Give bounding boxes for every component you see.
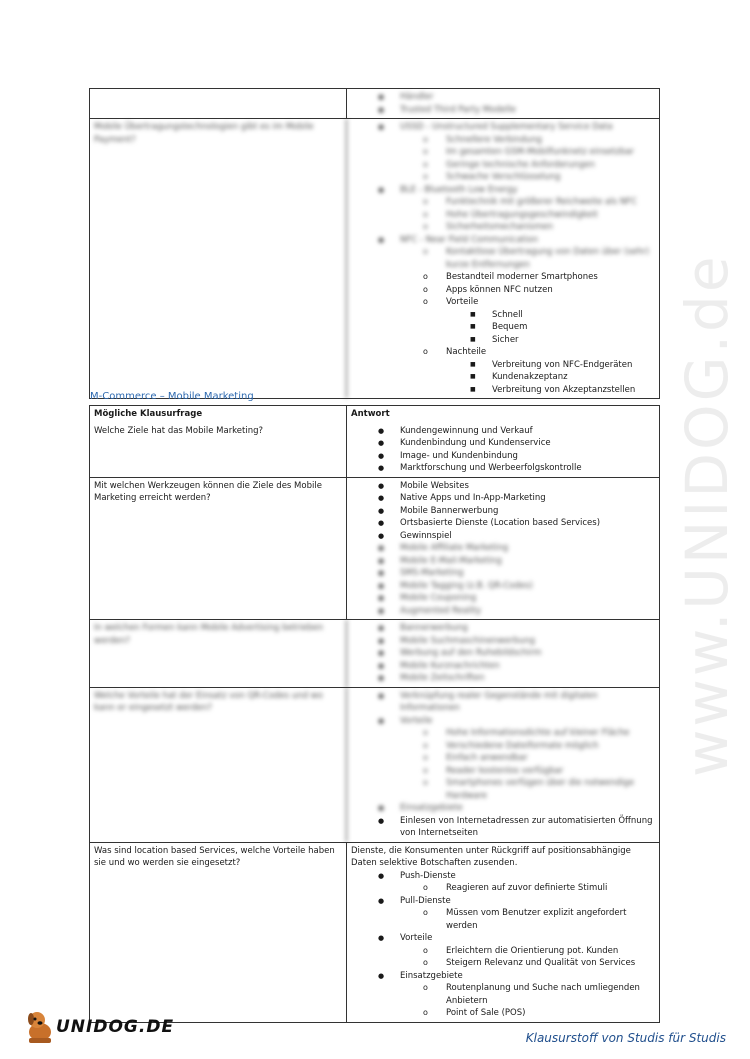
list-item-text: Marktforschung und Werbeerfolgskontrolle [400,463,582,473]
list-item [351,517,655,530]
list-item-text: Funktechnik mit größerer Reichweite als NFC [446,197,637,207]
list-item [351,895,655,908]
list-item [351,480,655,493]
bullet-icon: ● [378,426,385,435]
list-item [351,159,655,172]
bullet-icon: o [423,883,428,892]
bullet-icon: o [423,159,428,169]
list-item [351,450,655,463]
list-item [351,371,655,384]
bullet-icon: ● [378,494,385,502]
header-question: Mögliche Klausurfrage [90,406,347,423]
list-item-text: Image- und Kundenbindung [400,450,518,461]
bullet-icon: ● [378,971,385,980]
list-item [351,672,655,685]
list-item [351,296,655,309]
list-item [351,104,655,117]
list-item [351,882,655,895]
bullet-icon: o [423,983,428,992]
list-item [351,146,655,159]
list-item-text: Hohe Informationsdichte auf kleiner Fläche [446,728,630,738]
bullet-icon: ● [378,439,385,447]
bullet-icon: o [423,740,428,750]
list-item-text: SMS-Marketing [400,568,464,578]
bullet-icon: ● [378,464,385,472]
list-item [351,907,655,932]
bullet-icon: o [423,247,428,256]
list-item-text: Kundenakzeptanz [492,372,568,382]
list-item [351,555,655,568]
bullet-icon: ■ [470,310,476,318]
list-item-text: Schnellere Verbindung [446,134,542,145]
bullet-icon: o [423,945,428,955]
list-item-text: Mobile Bannerwerbung [400,505,499,516]
answer-cell [347,620,659,687]
bullet-icon: ● [378,123,385,131]
bullet-icon: o [423,1008,428,1017]
bullet-icon: ● [378,519,385,527]
section-heading: M-Commerce – Mobile Marketing [90,391,254,402]
list-item-text: Augmented Reality [400,605,482,616]
list-item-text: Mobile E-Mail-Marketing [400,555,502,566]
bullet-icon: ● [378,896,385,905]
list-item [351,802,655,815]
list-item-text: Mobile Tagging (z.B. QR-Codes) [400,580,533,591]
list-item-text: Erleichtern die Orientierung pot. Kunden [446,945,619,956]
list-item [351,462,655,475]
list-item-text: Push-Dienste [400,870,456,881]
mobile-marketing-table [89,405,660,1023]
dog-mascot-icon [24,1010,56,1044]
answer-intro: Dienste, die Konsumenten unter Rückgriff auf positionsabhängige Daten selektive Botschaften zusenden. [351,845,631,868]
bullet-icon: ● [378,569,385,577]
list-item-text: Kundenbindung und Kundenservice [400,438,551,448]
list-item [351,542,655,555]
list-item [351,715,655,728]
bullet-icon: o [423,753,428,762]
bullet-icon: ● [378,716,385,725]
bullet-icon: o [423,172,428,181]
bullet-icon: ● [378,581,385,590]
bullet-icon: ■ [470,335,476,343]
table-header-row [90,406,659,423]
list-item-text: Müssen vom Benutzer explizit angefordert werden [446,908,627,931]
list-item-text: Gewinnspiel [400,530,452,541]
list-item-text: Verschiedene Dateiformate möglich [446,740,599,751]
table-row [90,619,659,687]
answer-cell [347,478,659,620]
list-item-text: Schnell [492,309,523,320]
list-item [351,777,655,802]
bullet-icon: ● [378,594,385,602]
watermark-text: www.UNIDOG.de [673,253,741,777]
list-item-text: Sicher [492,334,519,345]
bullet-icon: o [423,197,428,206]
bullet-icon: ● [378,506,385,515]
question-cell: Was sind location based Services, welche Vorteile haben sie und wo werden sie eingesetzt? [90,843,347,1022]
list-item [351,505,655,518]
bullet-icon: ● [378,804,385,812]
list-item [351,957,655,970]
list-item [351,580,655,593]
list-item-text: Routenplanung und Suche nach umliegenden Anbietern [446,983,640,1006]
bullet-icon: ■ [470,373,476,380]
list-item [351,870,655,883]
footer-tagline: Klausurstoff von Studis für Studis [525,1031,726,1045]
mobile-payment-table [89,88,660,399]
bullet-icon: ● [378,674,385,682]
bullet-icon: ● [378,93,385,101]
bullet-icon: o [423,209,428,219]
list-item-text: Einfach anwendbar [446,753,528,763]
list-item-text: Mobile Affiliate Marketing [400,543,509,553]
bullet-icon: ■ [470,323,476,330]
list-item-text: Reader kostenlos verfügbar [446,765,564,776]
list-item-text: Verbreitung von NFC-Endgeräten [492,359,633,370]
bullet-icon: ● [378,481,385,490]
list-item [351,171,655,184]
list-item-text: Vorteile [400,933,433,943]
bullet-icon: ■ [470,360,476,368]
list-item [351,437,655,450]
list-item-text: Einsatzgebiete [400,803,463,813]
answer-cell [347,843,659,1022]
question-cell: Mit welchen Werkzeugen können die Ziele des Mobile Marketing erreicht werden? [90,478,347,620]
bullet-icon: o [423,222,428,231]
list-item [351,91,655,104]
list-item [351,765,655,778]
list-item-text: Mobile Kurznachrichten [400,660,500,671]
list-item-text: USSD - Unstructured Supplementary Service Data [400,122,613,132]
answer-cell [347,89,659,118]
bullet-icon: ■ [470,385,476,393]
list-item [351,970,655,983]
list-item-text: Sicherheitsmechanismen [446,222,553,232]
list-item [351,740,655,753]
bullet-icon: ● [378,451,385,460]
bullet-icon: o [423,908,428,917]
list-item [351,271,655,284]
list-item [351,184,655,197]
bullet-icon: ● [378,556,385,565]
list-item [351,932,655,945]
list-item-text: Händler [400,92,434,102]
list-item [351,815,655,840]
question-cell: In welchen Formen kann Mobile Advertising betrieben werden? [90,620,347,687]
list-item [351,982,655,1007]
question-cell [90,89,347,118]
list-item [351,121,655,134]
list-item [351,727,655,740]
list-item-text: NFC - Near Field Communication [400,234,538,245]
table-row [90,477,659,620]
table-row [90,687,659,842]
list-item [351,945,655,958]
list-item-text: Kontaktlose Übertragung von Daten über (sehr) kurze Entfernungen [446,247,650,270]
list-item-text: Werbung auf den Ruhebildschirm [400,648,542,658]
bullet-icon: ● [378,185,385,194]
list-item-text: Vorteile [446,297,479,307]
list-item-text: Apps können NFC nutzen [446,284,553,295]
unidog-logo[interactable] [24,1010,174,1044]
list-item [351,1007,655,1020]
list-item-text: Schwache Verschlüsselung [446,172,561,182]
bullet-icon: ● [378,691,385,700]
list-item-text: Verknüpfung realer Gegenstände mit digitalen Informationen [400,690,598,713]
list-item [351,209,655,222]
list-item-text: Mobile Zeitschriften [400,673,485,683]
list-item-text: Kundengewinnung und Verkauf [400,425,533,436]
bullet-icon: o [423,134,428,144]
list-item [351,635,655,648]
list-item-text: Pull-Dienste [400,895,451,906]
list-item-text: BLE - Bluetooth Low Energy [400,184,518,195]
bullet-icon: o [423,297,428,306]
list-item-text: Hohe Übertragungsgeschwindigkeit [446,209,598,220]
list-item-text: Vorteile [400,715,433,726]
list-item [351,660,655,673]
list-item [351,530,655,543]
bullet-icon: ● [378,816,385,825]
list-item [351,321,655,334]
bullet-icon: o [423,272,428,281]
list-item [351,246,655,271]
list-item [351,334,655,347]
list-item [351,384,655,397]
list-item [351,425,655,438]
question-cell: Mobile Übertragungstechnologien gibt es im Mobile Payment? [90,119,347,398]
list-item [351,492,655,505]
bullet-icon: ● [378,636,385,645]
answer-cell [347,688,659,842]
bullet-icon: ● [378,661,385,670]
bullet-icon: ● [378,934,385,942]
answer-cell [347,423,659,477]
list-item-text: Mobile Suchmaschinenwerbung [400,635,536,646]
list-item-text: Smartphones verfügen über die notwendige Hardware [446,778,635,801]
list-item [351,346,655,359]
bullet-icon: o [423,284,428,294]
bullet-icon: ● [378,624,385,632]
table-row [90,118,659,398]
list-item [351,284,655,297]
table-row [90,842,659,1022]
question-cell: Welche Ziele hat das Mobile Marketing? [90,423,347,477]
answer-cell [347,119,659,398]
list-item [351,752,655,765]
bullet-icon: o [423,958,428,967]
list-item-text: Ortsbasierte Dienste (Location based Services) [400,518,601,528]
list-item [351,234,655,247]
bullet-icon: o [423,347,428,356]
bullet-icon: ● [378,871,385,880]
list-item-text: Bestandteil moderner Smartphones [446,272,598,282]
table-row [90,89,659,118]
list-item-text: Verbreitung von Akzeptanzstellen [492,384,636,395]
bullet-icon: ● [378,649,385,657]
list-item [351,605,655,618]
list-item-text: Point of Sale (POS) [446,1008,526,1018]
list-item-text: Mobile Couponing [400,593,477,603]
list-item [351,221,655,234]
list-item-text: Reagieren auf zuvor definierte Stimuli [446,883,608,893]
list-item [351,592,655,605]
list-item-text: Geringe technische Anforderungen [446,159,595,170]
list-item [351,196,655,209]
list-item-text: Mobile Websites [400,480,469,491]
list-item-text: Im gesamten GSM-Mobilfunknetz einsetzbar [446,147,635,157]
list-item [351,134,655,147]
header-answer: Antwort [351,409,390,419]
list-item-text: Native Apps und In-App-Marketing [400,493,546,503]
list-item [351,359,655,372]
list-item-text: Trusted Third Party Modelle [400,104,516,115]
list-item-text: Bannerwerbung [400,623,468,633]
list-item [351,567,655,580]
list-item [351,622,655,635]
list-item [351,690,655,715]
list-item-text: Einlesen von Internetadressen zur automatisierten Öffnung von Internetseiten [400,815,653,838]
bullet-icon: ● [378,544,385,552]
list-item-text: Einsatzgebiete [400,970,463,981]
bullet-icon: ● [378,606,385,615]
question-cell: Welche Vorteile hat der Einsatz von QR-Codes und wo kann er eingesetzt werden? [90,688,347,842]
bullet-icon: o [423,728,428,737]
list-item [351,309,655,322]
bullet-icon: o [423,778,428,787]
bullet-icon: o [423,765,428,775]
bullet-icon: o [423,147,428,156]
list-item-text: Bequem [492,322,528,332]
logo-text: UNIDOG.DE [56,1017,175,1037]
table-row [90,423,659,477]
bullet-icon: ● [378,531,385,540]
bullet-icon: ● [378,235,385,244]
list-item-text: Nachteile [446,347,487,357]
list-item-text: Steigern Relevanz und Qualität von Services [446,958,636,968]
bullet-icon: ● [378,105,385,114]
list-item [351,647,655,660]
